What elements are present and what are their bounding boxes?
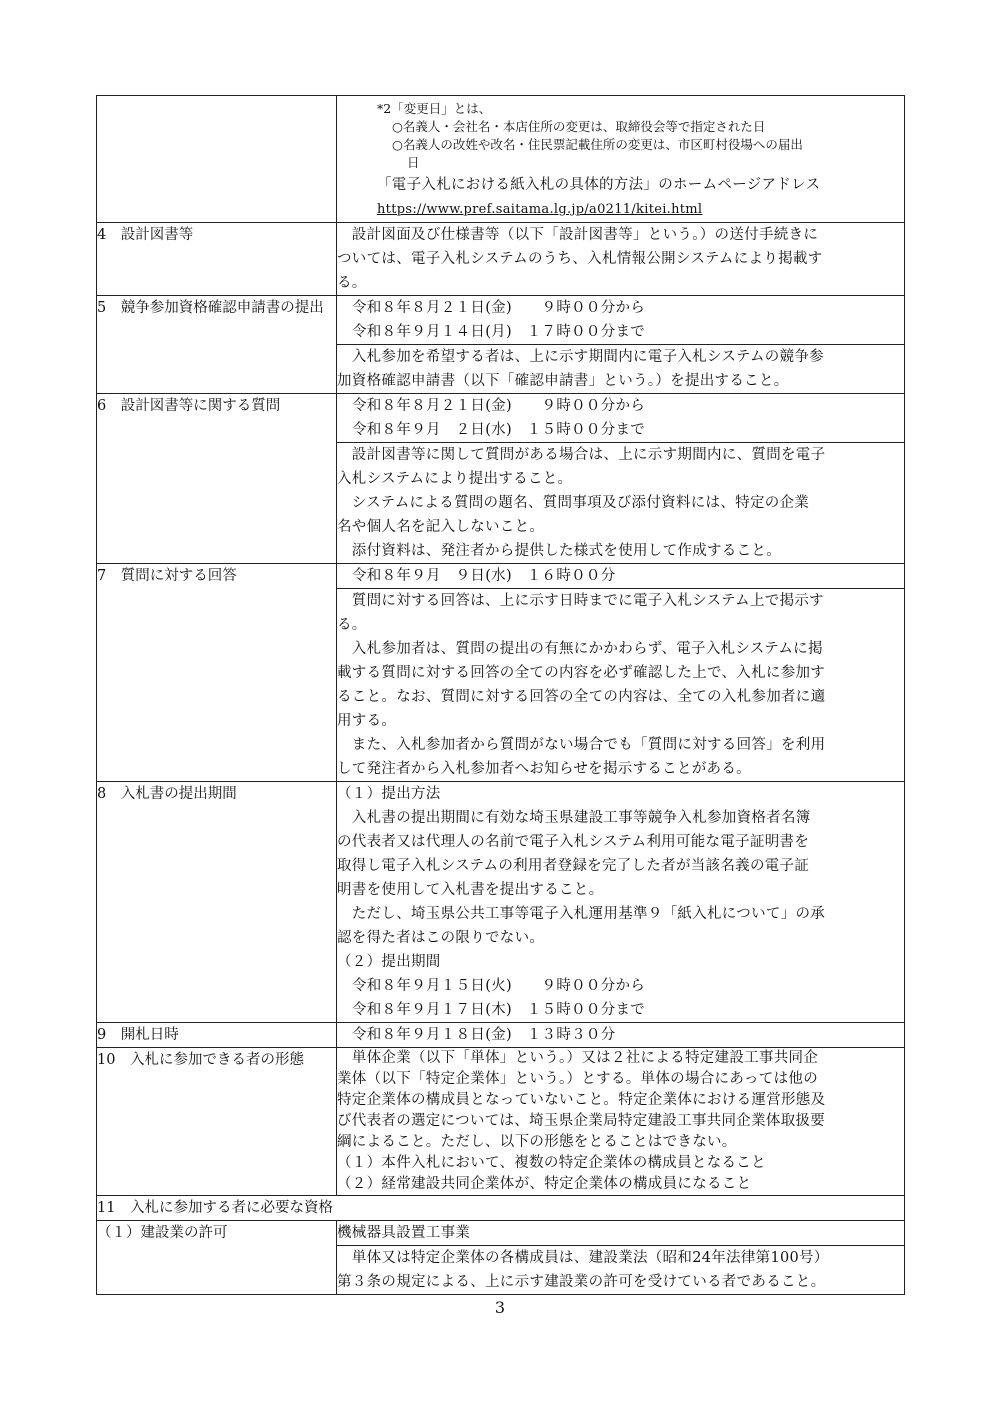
text-line: 加資格確認申請書（以下「確認申請書」という。）を提出すること。 [337, 373, 789, 389]
text-line: 7 質問に対する回答 [97, 568, 237, 584]
text-line: 特定企業体の構成員となっていないこと。特定企業体における運営形態及 [337, 1092, 826, 1108]
text-line: （２）提出期間 [337, 954, 441, 970]
text-line: 載する質問に対する回答の全ての内容を必ず確認した上で、入札に参加す [337, 665, 826, 681]
section-11-content [337, 1246, 905, 1295]
text-line: して発注者から入札参加者へお知らせを掲示することがある。 [337, 761, 751, 777]
text-line: ただし、埼玉県公共工事等電子入札運用基準９「紙入札について」の承 [337, 906, 826, 922]
section-6-row [97, 394, 905, 443]
text-line: 9 開札日時 [97, 1027, 179, 1043]
note-item: 日 [407, 155, 420, 170]
text-line: 認を得た者はこの限りでない。 [337, 930, 545, 946]
section-7-datetime [337, 564, 905, 589]
text-line: また、入札参加者から質問がない場合でも「質問に対する回答」を利用 [337, 737, 826, 753]
text-line: 質問に対する回答は、上に示す日時までに電子入札システム上で掲示す [337, 593, 824, 609]
text-line: システムによる質問の題名、質問事項及び添付資料には、特定の企業 [337, 495, 810, 511]
section-6-content [337, 443, 905, 564]
text-line: 令和８年８月２１日(金) ９時００分から [352, 300, 646, 316]
text-line: る。 [337, 275, 367, 291]
section-11-1-row [97, 1221, 905, 1246]
text-line: 令和８年９月１５日(火) ９時００分から [352, 978, 646, 994]
text-line: 令和８年９月１７日(木) １５時００分まで [352, 1002, 646, 1018]
text-line: の代表者又は代理人の名前で電子入札システム利用可能な電子証明書を [337, 834, 810, 850]
section-10-row [97, 1048, 905, 1196]
text-line: 令和８年９月１８日(金) １３時３０分 [352, 1027, 616, 1043]
text-line: 5 競争参加資格確認申請書の提出 [97, 300, 324, 316]
text-line: 10 入札に参加できる者の形態 [97, 1052, 304, 1068]
text-line: 11 入札に参加する者に必要な資格 [97, 1200, 333, 1216]
text-line: 令和８年９月 ２日(水) １５時００分まで [352, 422, 646, 438]
text-line: （１）本件入札において、複数の特定企業体の構成員となること [337, 1155, 766, 1171]
section-4-row [97, 223, 905, 296]
text-line: び代表者の選定については、埼玉県企業局特定建設工事共同企業体取扱要 [337, 1113, 826, 1129]
text-line: （２）経常建設共同企業体が、特定企業体の構成員になること [337, 1176, 752, 1192]
text-line: 綱によること。ただし、以下の形態をとることはできない。 [337, 1134, 737, 1150]
text-line: る。 [337, 617, 367, 633]
text-line: 令和８年８月２１日(金) ９時００分から [352, 398, 646, 414]
text-line: （１）提出方法 [337, 786, 441, 802]
text-line: 取得し電子入札システムの利用者登録を完了した者が当該名義の電子証 [337, 858, 810, 874]
page-number: 3 [494, 1298, 506, 1317]
section-4-label [97, 223, 337, 296]
section-7-content [337, 589, 905, 782]
note-title: *2「変更日」とは、 [377, 101, 492, 116]
text-line: 明書を使用して入札書を提出すること。 [337, 882, 604, 898]
section-10-content [337, 1048, 905, 1196]
section-11-row [97, 1196, 905, 1221]
text-line: 単体企業（以下「単体」という。）又は２社による特定建設工事共同企 [337, 1050, 819, 1066]
section-8-content [337, 782, 905, 1023]
text-line: 入札システムにより提出すること。 [337, 471, 573, 487]
section-9-label [97, 1023, 337, 1048]
text-line: 単体又は特定企業体の各構成員は、建設業法（昭和24年法律第100号） [337, 1250, 829, 1266]
link-caption: 「電子入札における紙入札の具体的方法」のホームページアドレス [377, 177, 821, 193]
section-6-period [337, 394, 905, 443]
section-8-label [97, 782, 337, 1023]
text-line: 第３条の規定による、上に示す建設業の許可を受けている者であること。 [337, 1274, 826, 1290]
section-7-label [97, 564, 337, 782]
section-4-content [337, 223, 905, 296]
section-5-label [97, 296, 337, 394]
note-item: ○名義人・会社名・本店住所の変更は、取締役会等で指定された日 [392, 119, 766, 134]
text-line: 機械器具設置工事業 [337, 1225, 471, 1241]
note-item: ○名義人の改姓や改名・住民票記載住所の変更は、市区町村役場への届出 [392, 137, 803, 152]
section-5-content [337, 345, 905, 394]
text-line: （１）建設業の許可 [97, 1225, 228, 1241]
note-row [97, 96, 905, 223]
text-line: 名や個人名を記入しないこと。 [337, 519, 545, 535]
text-line: 4 設計図書等 [97, 227, 194, 243]
note-label-cell [97, 96, 337, 223]
text-line: 令和８年９月 ９日(水) １６時００分 [352, 568, 616, 584]
note-cell [337, 96, 905, 223]
document-table [96, 95, 905, 1295]
text-line: 入札書の提出期間に有効な埼玉県建設工事等競争入札参加資格者名簿 [337, 810, 811, 826]
text-line: ること。なお、質問に対する回答の全ての内容は、全ての入札参加者に適 [337, 689, 826, 705]
section-11-permit [337, 1221, 905, 1246]
text-line: 添付資料は、発注者から提供した様式を使用して作成すること。 [337, 543, 781, 559]
section-7-row [97, 564, 905, 589]
text-line: ついては、電子入札システムのうち、入札情報公開システムにより掲載す [337, 251, 823, 267]
section-6-label [97, 394, 337, 564]
section-10-label [97, 1048, 337, 1196]
text-line: 入札参加を希望する者は、上に示す期間内に電子入札システムの競争参 [337, 349, 824, 365]
text-line: 6 設計図書等に関する質問 [97, 398, 281, 414]
text-line: 業体（以下「特定企業体」という。）とする。単体の場合にあっては他の [337, 1071, 819, 1087]
text-line: 8 入札書の提出期間 [97, 786, 237, 802]
text-line: 令和８年９月１４日(月) １７時００分まで [352, 324, 646, 340]
text-line: 用する。 [337, 713, 397, 729]
text-line: 設計図面及び仕様書等（以下「設計図書等」という。）の送付手続きに [337, 227, 819, 243]
section-5-row [97, 296, 905, 345]
section-8-row [97, 782, 905, 1023]
section-11-1-label [97, 1221, 337, 1295]
text-line: 入札参加者は、質問の提出の有無にかかわらず、電子入札システムに掲 [337, 641, 823, 657]
section-5-period [337, 296, 905, 345]
section-9-row [97, 1023, 905, 1048]
homepage-link[interactable]: https://www.pref.saitama.lg.jp/a0211/kitei.html [377, 202, 703, 217]
text-line: 設計図書等に関して質問がある場合は、上に示す期間内に、質問を電子 [337, 447, 826, 463]
section-11-label [97, 1196, 905, 1221]
section-9-content [337, 1023, 905, 1048]
